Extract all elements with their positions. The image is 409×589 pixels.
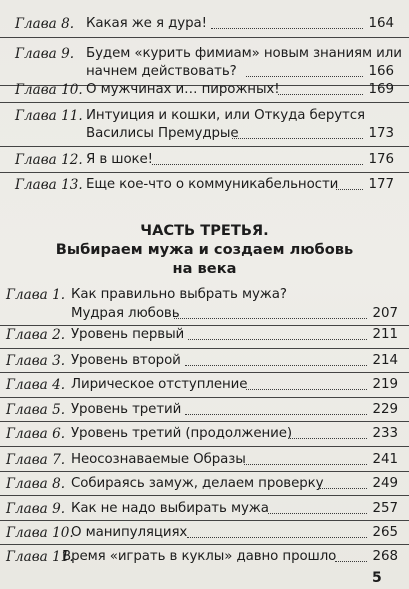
- chapter-number: Глава 11.: [6, 549, 74, 565]
- page-number: 268: [372, 549, 398, 564]
- leader-dots: [185, 365, 367, 366]
- page-number: 229: [372, 402, 398, 417]
- leader-dots: [187, 537, 367, 538]
- chapter-number: Глава 12.: [15, 152, 83, 168]
- chapter-title-line1: Интуиция и кошки, или Откуда берутся: [86, 108, 365, 123]
- entry-divider: [0, 520, 409, 521]
- chapter-title: О манипуляциях: [71, 525, 188, 540]
- chapter-title-line1: Будем «курить фимиам» новым знаниям или: [86, 46, 402, 61]
- chapter-number: Глава 13.: [15, 177, 83, 193]
- page-number: 169: [368, 82, 394, 97]
- chapter-title: Уровень третий (продолжение): [71, 426, 292, 441]
- page-number: 249: [372, 476, 398, 491]
- part-heading: [0, 221, 409, 278]
- leader-dots: [335, 561, 367, 562]
- chapter-title: Лирическое отступление: [71, 377, 248, 392]
- chapter-title: Как не надо выбирать мужа: [71, 501, 269, 516]
- leader-dots: [174, 318, 367, 319]
- leader-dots: [318, 488, 367, 489]
- entry-divider: [0, 37, 409, 38]
- entry-divider: [0, 397, 409, 398]
- chapter-number: Глава 9.: [6, 501, 66, 517]
- chapter-number: Глава 9.: [15, 46, 75, 62]
- part-heading-line3: на века: [172, 260, 237, 277]
- chapter-title: Уровень первый: [71, 327, 185, 342]
- page-number: 241: [372, 452, 398, 467]
- chapter-title: Я в шоке!: [86, 152, 153, 167]
- page-number: 219: [372, 377, 398, 392]
- chapter-title: Неосознаваемые Образы: [71, 452, 246, 467]
- entry-divider: [0, 446, 409, 447]
- leader-dots: [232, 138, 363, 139]
- chapter-number: Глава 10.: [6, 525, 74, 541]
- page-number: 164: [368, 16, 394, 31]
- leader-dots: [288, 438, 367, 439]
- chapter-title: Какая же я дура!: [86, 16, 207, 31]
- chapter-number: Глава 1.: [6, 287, 66, 303]
- entry-divider: [0, 348, 409, 349]
- page-number: 176: [368, 152, 394, 167]
- entry-divider: [0, 102, 409, 103]
- chapter-number: Глава 10.: [15, 82, 83, 98]
- leader-dots: [246, 76, 363, 77]
- chapter-title-line2: Мудрая любовь: [71, 306, 180, 321]
- entry-divider: [0, 172, 409, 173]
- leader-dots: [246, 389, 367, 390]
- page-number: 265: [372, 525, 398, 540]
- entry-divider: [0, 146, 409, 147]
- chapter-title: О мужчинах и… пирожных!: [86, 82, 280, 97]
- chapter-title: Еще кое-что о коммуникабельности: [86, 177, 339, 192]
- chapter-number: Глава 5.: [6, 402, 66, 418]
- chapter-number: Глава 11.: [15, 108, 83, 124]
- leader-dots: [152, 164, 363, 165]
- part-heading-line1: ЧАСТЬ ТРЕТЬЯ.: [140, 222, 269, 239]
- chapter-number: Глава 3.: [6, 353, 66, 369]
- chapter-title: Время «играть в куклы» давно прошло: [62, 549, 337, 564]
- leader-dots: [278, 94, 363, 95]
- part-heading-line2: Выбираем мужа и создаем любовь: [55, 241, 354, 258]
- leader-dots: [244, 464, 367, 465]
- chapter-number: Глава 8.: [6, 476, 66, 492]
- leader-dots: [211, 28, 363, 29]
- leader-dots: [188, 339, 367, 340]
- chapter-title-line2: начнем действовать?: [86, 64, 237, 79]
- page-number: 211: [372, 327, 398, 342]
- page-number: 166: [368, 64, 394, 79]
- chapter-title: Собираясь замуж, делаем проверку: [71, 476, 324, 491]
- chapter-title: Уровень второй: [71, 353, 181, 368]
- page-number: 177: [368, 177, 394, 192]
- chapter-number: Глава 4.: [6, 377, 66, 393]
- page-number: 233: [372, 426, 398, 441]
- chapter-title-line2: Василисы Премудрые: [86, 126, 239, 141]
- chapter-number: Глава 7.: [6, 452, 66, 468]
- leader-dots: [185, 414, 367, 415]
- leader-dots: [268, 513, 367, 514]
- page-number: 257: [372, 501, 398, 516]
- page-number: 173: [368, 126, 394, 141]
- entry-divider: [0, 471, 409, 472]
- page-folio: 5: [372, 570, 382, 586]
- page-number: 214: [372, 353, 398, 368]
- entry-divider: [0, 421, 409, 422]
- entry-divider: [0, 495, 409, 496]
- chapter-title: Уровень третий: [71, 402, 182, 417]
- chapter-number: Глава 8.: [15, 16, 75, 32]
- page-number: 207: [372, 306, 398, 321]
- chapter-number: Глава 6.: [6, 426, 66, 442]
- chapter-title-line1: Как правильно выбрать мужа?: [71, 287, 287, 302]
- leader-dots: [336, 189, 363, 190]
- chapter-number: Глава 2.: [6, 327, 66, 343]
- entry-divider: [0, 372, 409, 373]
- entry-divider: [0, 544, 409, 545]
